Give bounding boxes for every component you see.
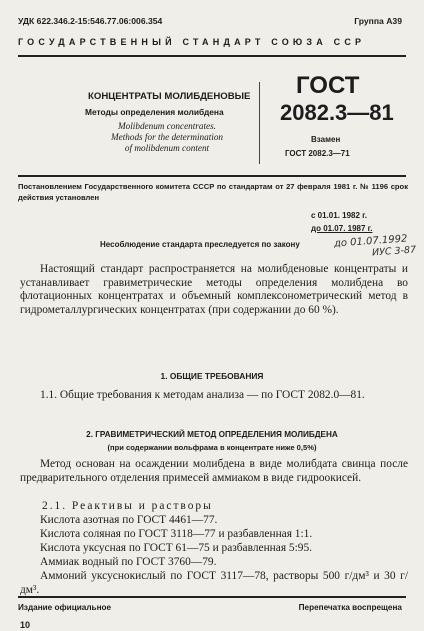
reagent-item: Аммиак водный по ГОСТ 3760—79.	[40, 556, 217, 568]
header-rule	[18, 55, 406, 57]
official-edition: Издание официальное	[18, 603, 112, 612]
title-en-line-3: of molibdenum content	[124, 143, 210, 153]
title-en-line-1: Molibdenum concentrates.	[118, 121, 216, 131]
decree-text: Постановлением Государственного комитета СССР по стандартам от 27 февраля 1981 г. № 1196 срок действия установлен	[18, 182, 408, 202]
reagent-item: Кислота соляная по ГОСТ 3118—77 и разбавленная 1:1.	[40, 528, 313, 540]
group-code: Группа А39	[354, 16, 402, 26]
title-rule	[18, 175, 406, 177]
gost-label: ГОСТ	[296, 72, 360, 99]
document-title-en	[92, 121, 242, 154]
replaces-label: Взамен	[311, 135, 341, 144]
penalty-notice: Несоблюдение стандарта преследуется по закону	[100, 240, 300, 249]
document-title-ru: КОНЦЕНТРАТЫ МОЛИБДЕНОВЫЕ	[88, 91, 251, 102]
handwritten-extension: до 01.07.1992	[333, 233, 408, 250]
reagent-item: Кислота азотная по ГОСТ 4461—77.	[40, 514, 218, 526]
section-1-heading: 1. ОБЩИЕ ТРЕБОВАНИЯ	[160, 371, 264, 381]
replaces-value: ГОСТ 2082.3—71	[285, 149, 350, 158]
title-en-line-2: Methods for the determination	[110, 132, 224, 142]
section-2-heading: 2. ГРАВИМЕТРИЧЕСКИЙ МЕТОД ОПРЕДЕЛЕНИЯ МОЛИБДЕНА	[86, 430, 338, 439]
state-standard-banner: ГОСУДАРСТВЕННЫЙ СТАНДАРТ СОЮЗА ССР	[18, 37, 366, 47]
date-from: с 01.01. 1982 г.	[311, 211, 367, 220]
document-subtitle-ru: Методы определения молибдена	[85, 107, 224, 117]
section-2-paragraph: Метод основан на осаждении молибдена в виде молибдата свинца после предварительного отделения примесей аммиаком в виде гидроокисей.	[20, 458, 408, 484]
handwritten-ius: ИУС 3-87	[371, 244, 417, 259]
reprint-prohibited: Перепечатка воспрещена	[298, 603, 402, 612]
gost-number: 2082.3—81	[280, 100, 394, 125]
title-divider	[259, 82, 260, 164]
intro-paragraph: Настоящий стандарт распространяется на молибденовые концентраты и устанавливает гравиметрические методы определения молибдена во флотационных концентратах и объемный комплексонометрический метод в гидрометаллургических концентратах (при содержании до 60 %).	[20, 263, 408, 316]
date-to: до 01.07. 1987 г.	[311, 224, 373, 233]
footer-rule	[18, 596, 406, 598]
reagents-heading: 2.1. Реактивы и растворы	[42, 500, 213, 512]
section-1-paragraph: 1.1. Общие требования к методам анализа — по ГОСТ 2082.0—81.	[40, 389, 365, 401]
section-2-subheading: (при содержании вольфрама в концентрате ниже 0,5%)	[107, 443, 317, 452]
reagent-item: Аммоний уксуснокислый по ГОСТ 3117—78, растворы 500 г/дм³ и 30 г/дм³.	[20, 570, 408, 596]
udk-code: УДК 622.346.2-15:546.77.06:006.354	[18, 16, 163, 26]
reagent-item: Кислота уксусная по ГОСТ 61—75 и разбавленная 5:95.	[40, 542, 313, 554]
page-number: 10	[20, 620, 31, 630]
